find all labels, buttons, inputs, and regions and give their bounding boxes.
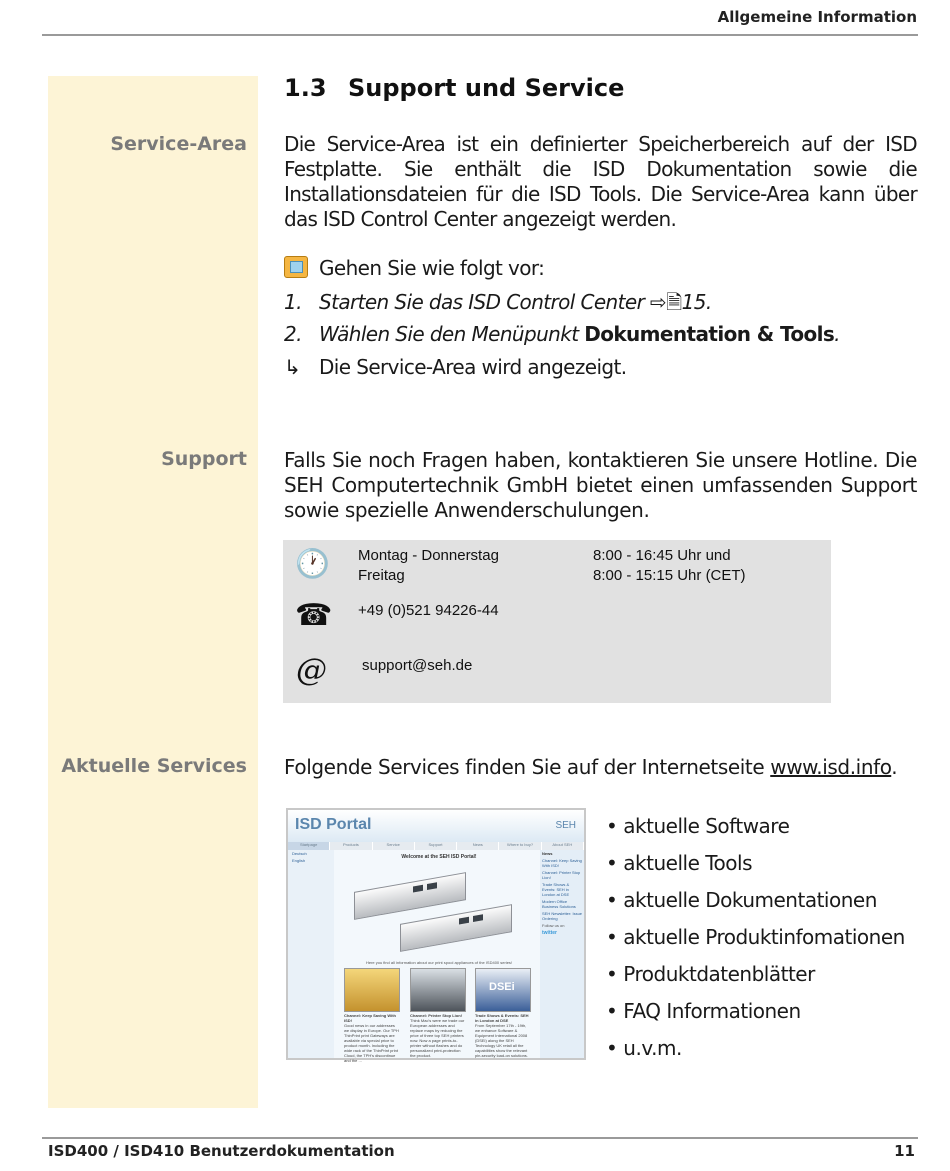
hours-time-1: 8:00 - 16:45 Uhr und <box>593 547 731 564</box>
margin-column <box>48 76 258 1108</box>
menu-item-name: Dokumentation & Tools <box>584 322 835 346</box>
portal-language-link: Deutsch <box>292 851 307 856</box>
portal-nav-item: Support <box>415 842 457 850</box>
portal-news-column <box>540 850 584 1058</box>
procedure-intro-text: Gehen Sie wie folgt vor: <box>319 256 545 280</box>
portal-news-item: Channel: Keep Saving With ISD! <box>542 858 582 868</box>
portal-banner <box>288 810 584 842</box>
portal-nav-item: Products <box>330 842 372 850</box>
portal-welcome: Welcome at the SEH ISD Portal! <box>401 854 477 860</box>
support-email[interactable]: support@seh.de <box>362 657 473 674</box>
portal-language-link: English <box>292 858 306 863</box>
portal-thumbnail-text: Channel: Keep Saving With ISD! Good news in our addresses we display in Europe. Our TPH ThinPrint print Gateways are available via special price to product month. Including the wide rack of the ThinPrint print Cloud, the TPH's discontinue and the ... <box>344 1013 399 1063</box>
phone-number[interactable]: +49 (0)521 94226-44 <box>358 602 499 619</box>
portal-thumbnail-box <box>475 968 531 1012</box>
procedure-intro <box>284 256 544 281</box>
services-intro-text: Folgende Services finden Sie auf der Internetseite <box>284 755 771 779</box>
portal-news-heading: News <box>542 851 553 856</box>
portal-thumbnail-box <box>344 968 400 1012</box>
services-list-item: • FAQ Informationen <box>606 993 905 1030</box>
portal-thumbnail-text: Trade Shows & Events: SEH in London at DSE From September 17th - 19th, we enhance Software & Equipment International 2008 (DSEi) along the SEH Technology UK retail all the capabilities show the relevant pin-security load-on solutions. <box>475 1013 529 1058</box>
step-1 <box>284 290 712 315</box>
phone-icon: ☎ <box>295 598 333 633</box>
step-1-number: 1. <box>284 290 302 314</box>
result-arrow-icon: ↳ <box>284 355 301 379</box>
services-intro-end: . <box>891 755 898 779</box>
result-text: Die Service-Area wird angezeigt. <box>319 355 627 379</box>
services-list-item: • aktuelle Tools <box>606 845 905 882</box>
step-2 <box>284 322 840 347</box>
portal-follow: Follow us on <box>542 923 565 928</box>
header-rule <box>42 34 918 36</box>
step-2-text: Wählen Sie den Menüpunkt <box>319 322 585 346</box>
footer-rule <box>42 1137 918 1139</box>
support-paragraph: Falls Sie noch Fragen haben, kontaktieren Sie unsere Hotline. Die SEH Computertechnik GmbH bietet einen umfassenden Support sowie spezielle Anwenderschulungen. <box>284 448 917 522</box>
services-list-item: • u.v.m. <box>606 1030 905 1067</box>
portal-title: ISD Portal <box>295 816 372 833</box>
portal-nav-item: Startpage <box>288 842 330 850</box>
services-list-item: • Produktdatenblätter <box>606 956 905 993</box>
portal-nav-item: About SEH <box>542 842 584 850</box>
service-area-paragraph: Die Service-Area ist ein definierter Speicherbereich auf der ISD Festplatte. Sie enthält die ISD Dokumentation sowie die Installationsdateien für die ISD Tools. Die Service-Area kann über das ISD Control Center angezeigt werden. <box>284 132 917 231</box>
hours-time-2: 8:00 - 15:15 Uhr (CET) <box>593 567 746 584</box>
footer-page-number: 11 <box>894 1142 915 1160</box>
margin-label-support: Support <box>161 448 247 470</box>
portal-logo: SEH <box>555 820 576 831</box>
contact-box <box>283 540 831 703</box>
portal-news-item: Modern Office Business Solutions <box>542 899 576 909</box>
page-header-title: Allgemeine Information <box>717 8 917 26</box>
portal-news-item: Trade Shows & Events: SEH in London at DSE <box>542 882 570 897</box>
portal-nav <box>288 842 584 850</box>
result-line <box>284 355 627 380</box>
isd-website-link[interactable]: www.isd.info <box>770 755 892 779</box>
hours-days-1: Montag - Donnerstag <box>358 547 499 564</box>
portal-nav-item: Where to buy? <box>499 842 541 850</box>
portal-nav-item: Service <box>373 842 415 850</box>
step-2-suffix: . <box>834 322 840 346</box>
section-number: 1.3 <box>284 74 327 102</box>
portal-thumbnail-box <box>410 968 466 1012</box>
portal-twitter-badge: twitter <box>542 930 557 936</box>
step-2-number: 2. <box>284 322 302 346</box>
section-title: Support und Service <box>348 74 625 102</box>
margin-label-current-services: Aktuelle Services <box>61 755 247 777</box>
page-reference-icon: 🗎 <box>666 290 682 314</box>
step-1-page-reference[interactable]: 15. <box>681 290 712 314</box>
portal-sidebar <box>288 850 334 1058</box>
services-list-item: • aktuelle Produktinfomationen <box>606 919 905 956</box>
cross-reference-arrow-icon: ⇨ <box>649 290 667 314</box>
portal-device-image <box>400 904 512 952</box>
at-icon: @ <box>296 652 327 688</box>
services-list-item: • aktuelle Dokumentationen <box>606 882 905 919</box>
services-list-item: • aktuelle Software <box>606 808 905 845</box>
portal-thumbnail-text: Channel: Printer Stop Lion! Think Mac's were we trade our European addresses and replace maps by reducing the price of three top SEH printers now. Now a page prints-to-printer without flashes and do personalized print-protection the product. <box>410 1013 465 1058</box>
margin-label-service-area: Service-Area <box>110 133 247 155</box>
step-1-text: Starten Sie das ISD Control Center <box>319 290 645 314</box>
portal-thumbnail-badge: DSEi <box>489 981 515 993</box>
portal-caption: Here you find all information about our print spool appliances of the ISD400 series! <box>365 960 513 965</box>
services-intro <box>284 755 897 780</box>
portal-device-image <box>354 872 466 920</box>
isd-portal-screenshot <box>286 808 586 1063</box>
hours-days-2: Freitag <box>358 567 405 584</box>
portal-news-item: Channel: Printer Stop Lion! <box>542 870 581 880</box>
section-heading <box>284 74 624 102</box>
footer-doc-title: ISD400 / ISD410 Benutzerdokumentation <box>48 1142 395 1160</box>
clock-icon: 🕐 <box>295 547 330 580</box>
services-list <box>606 808 905 1067</box>
procedure-icon <box>284 256 308 278</box>
portal-news-item: SEH Newsletter: Issue Ordering <box>542 911 583 921</box>
portal-nav-item: News <box>457 842 499 850</box>
